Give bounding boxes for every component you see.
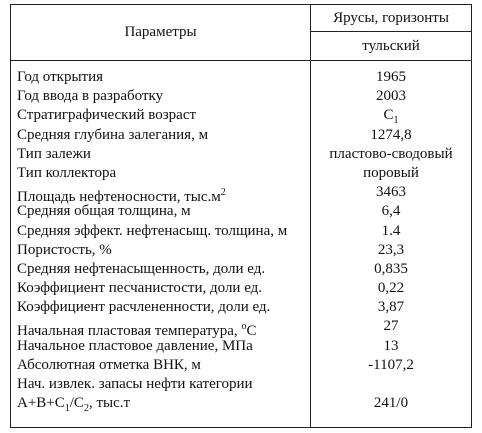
- param-value: 6,4: [381, 203, 401, 220]
- param-value: 0,835: [374, 260, 408, 277]
- param-value: C: [383, 107, 394, 124]
- table-row: [11, 337, 471, 356]
- table-row: [11, 356, 471, 375]
- table-row: [11, 126, 471, 145]
- param-value: 13: [383, 337, 399, 354]
- param-value: пластово-сводовый: [329, 145, 453, 162]
- table-row: [11, 279, 471, 298]
- param-value: поровый: [363, 164, 419, 181]
- param-value-subscript: 1: [393, 115, 399, 127]
- table-row: [11, 145, 471, 164]
- param-label-tail: С: [246, 323, 257, 340]
- reservoir-parameters-table: [10, 4, 472, 428]
- table-row: [11, 87, 471, 106]
- table-row: [11, 202, 471, 221]
- param-value: 3,87: [377, 299, 405, 316]
- header-stages: Ярусы, горизонты: [311, 5, 471, 32]
- param-label: Средняя нефтенасыщенность, доли ед.: [17, 260, 266, 277]
- param-label: Средняя эффект. нефтенасыщ. толщина, м: [17, 222, 288, 239]
- table-body: [11, 61, 471, 427]
- param-label: Нач. извлек. запасы нефти категории: [17, 376, 253, 392]
- header-horizon: тульский: [362, 37, 420, 54]
- param-label: Начальная пластовая температура,: [17, 323, 242, 340]
- header-parameters: Параметры: [11, 5, 311, 60]
- param-label-line2: А+В+С: [17, 395, 65, 411]
- table-header: [11, 5, 471, 61]
- param-label-line2-tail: , тыс.т: [88, 395, 131, 411]
- table-row: [11, 183, 471, 206]
- table-rows: [11, 68, 471, 413]
- param-label-wrap: [17, 375, 253, 418]
- param-value: 23,3: [377, 241, 405, 258]
- table-row: [11, 68, 471, 87]
- param-label: Коэффициент расчлененности, доли ед.: [17, 299, 271, 316]
- table-row: [11, 260, 471, 279]
- param-label: Год ввода в разработку: [17, 88, 164, 105]
- param-value: 1965: [376, 69, 406, 85]
- param-value: 27: [383, 318, 399, 335]
- table-row: [11, 241, 471, 260]
- table-row: [11, 298, 471, 317]
- param-label: Средняя общая толщина, м: [17, 203, 191, 220]
- param-label: Стратиграфический возраст: [17, 107, 197, 124]
- param-label: Коэффициент песчанистости, доли ед.: [17, 280, 263, 297]
- param-value: 241/0: [373, 395, 409, 411]
- param-label: Площадь нефтеносности, тыс.м: [17, 189, 221, 206]
- table-row: [11, 164, 471, 183]
- param-value: 3463: [376, 184, 406, 201]
- param-label: Год открытия: [17, 69, 104, 85]
- table-row: [11, 222, 471, 241]
- param-label: Начальное пластовое давление, МПа: [17, 337, 253, 354]
- param-label: Абсолютная отметка ВНК, м: [17, 356, 201, 373]
- param-label-superscript: 2: [220, 187, 226, 199]
- table-row: [11, 375, 471, 413]
- param-label-superscript: о: [241, 321, 247, 333]
- param-label: Тип залежи: [17, 145, 91, 162]
- param-label-subscript-1: 1: [64, 403, 70, 414]
- table-row: [11, 317, 471, 340]
- param-label: Пористость, %: [17, 241, 112, 258]
- param-label-line2-mid: /С: [69, 395, 84, 411]
- param-value: -1107,2: [368, 356, 414, 373]
- param-value: 0,22: [377, 280, 405, 297]
- param-label: Тип коллектора: [17, 164, 117, 181]
- param-label-subscript-2: 2: [83, 403, 89, 414]
- param-value: 2003: [376, 88, 406, 105]
- table-row: [11, 106, 471, 125]
- param-label: Средняя глубина залегания, м: [17, 126, 209, 143]
- param-value: 1.4: [381, 222, 401, 239]
- param-value: 1274,8: [370, 126, 412, 143]
